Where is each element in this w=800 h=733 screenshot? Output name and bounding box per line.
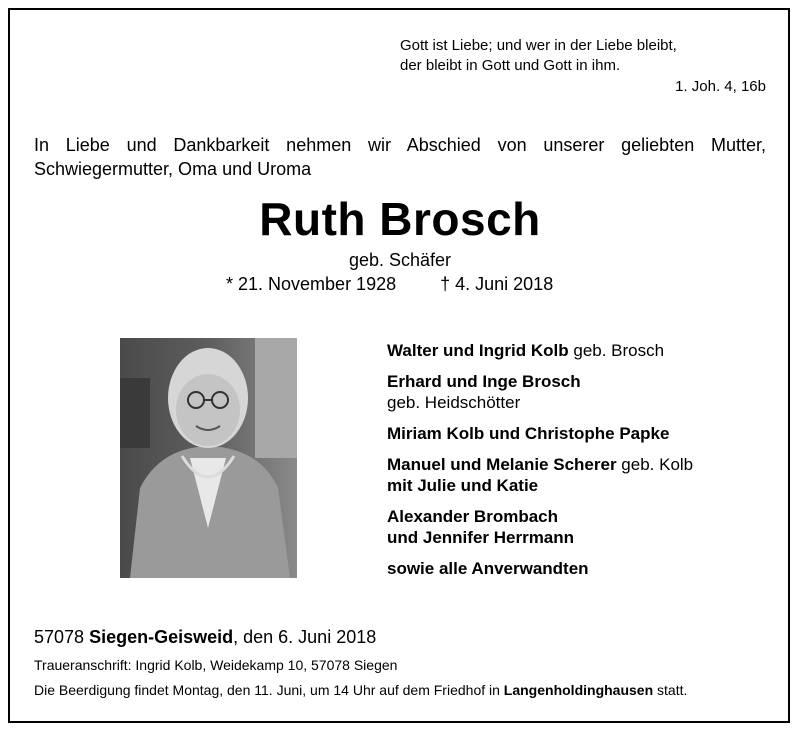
portrait-image [120,338,297,578]
mourner-names: Miriam Kolb und Christophe Papke [387,424,670,443]
mourner-names: sowie alle Anverwandten [387,559,589,578]
mourner-names: Alexander Brombach [387,507,558,526]
city: Siegen-Geisweid [89,627,234,647]
mourner-names: Manuel und Melanie Scherer [387,455,617,474]
maiden-name: geb. Schäfer [348,250,452,270]
notice-date: , den 6. Juni 2018 [233,627,377,647]
mourning-address: Traueranschrift: Ingrid Kolb, Weidekamp 10, 57078 Siegen [34,657,398,673]
verse-line-1: Gott ist Liebe; und wer in der Liebe bleibt, [400,37,677,54]
life-dates [226,274,553,295]
death-date: † 4. Juni 2018 [440,274,554,294]
mourner-names: Erhard und Inge Brosch [387,372,581,391]
funeral-text-end: statt. [657,682,688,698]
mourner-note: geb. Heidschötter [387,393,521,412]
mourner-group [387,371,693,413]
mourner-names: Walter und Ingrid Kolb [387,341,569,360]
mourner-group [387,558,693,579]
intro-text: In Liebe und Dankbarkeit nehmen wir Abschied von unserer geliebten Mutter, Schwiegermutter, Oma und Uroma [34,135,766,179]
bible-verse [400,36,677,76]
mourner-names: und Jennifer Herrmann [387,528,575,547]
mourner-group [387,506,693,548]
verse-line-2: der bleibt in Gott und Gott in ihm. [400,57,621,74]
place-date [34,627,376,648]
mourner-group [387,423,693,444]
mourner-note: geb. Kolb [621,455,694,474]
deceased-name: Ruth Brosch [259,193,541,245]
mourner-note: geb. Brosch [573,341,665,360]
mourner-group [387,340,693,361]
mourners-list [387,340,693,589]
funeral-text: Die Beerdigung findet Montag, den 11. Juni, um 14 Uhr auf dem Friedhof in [34,682,500,698]
cemetery-location: Langenholdinghausen [503,682,654,698]
portrait-photo [120,338,297,578]
postal-code: 57078 [34,627,85,647]
funeral-notice [34,682,687,698]
verse-reference: 1. Joh. 4, 16b [675,78,766,95]
mourner-group [387,454,693,496]
birth-date: * 21. November 1928 [226,274,397,294]
mourner-names: mit Julie und Katie [387,476,539,495]
